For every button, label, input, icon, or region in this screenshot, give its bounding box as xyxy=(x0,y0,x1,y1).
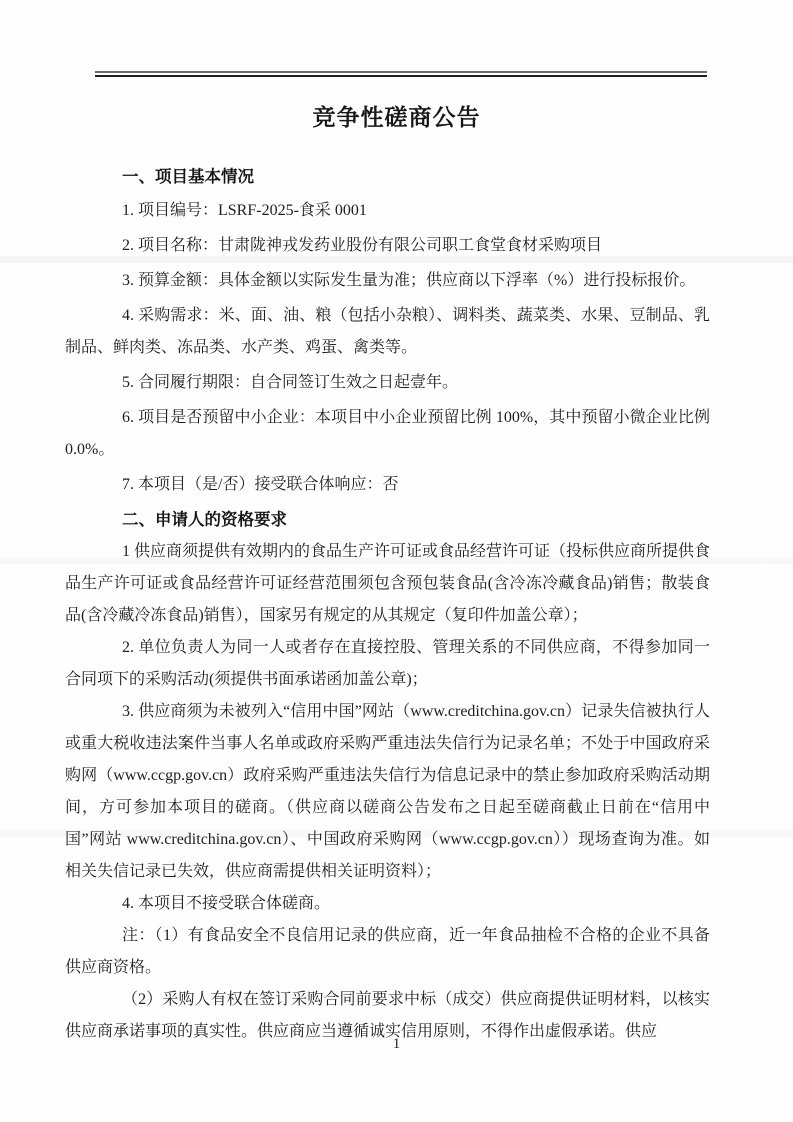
paragraph-same-person-restriction: 2. 单位负责人为同一人或者存在直接控股、管理关系的不同供应商，不得参加同一合同项下的采购活动(须提供书面承诺函加盖公章)； xyxy=(65,639,710,688)
paragraph-no-consortium: 4. 本项目不接受联合体磋商。 xyxy=(122,895,331,912)
paragraph-procurement-needs: 4. 采购需求：米、面、油、粮（包括小杂粮）、调料类、蔬菜类、水果、豆制品、乳制品、鲜肉类、冻品类、水产类、鸡蛋、禽类等。 xyxy=(65,307,710,356)
paragraph-note-2: （2）采购人有权在签订采购合同前要求中标（成交）供应商提供证明材料，以核实供应商承诺事项的真实性。供应商应当遵循诚实信用原则，不得作出虚假承诺。供应 xyxy=(65,991,710,1040)
paragraph-budget: 3. 预算金额：具体金额以实际发生量为准；供应商以下浮率（%）进行投标报价。 xyxy=(122,272,696,289)
paragraph-contract-term: 5. 合同履行期限：自合同签订生效之日起壹年。 xyxy=(122,374,459,391)
section-applicant-qualifications xyxy=(65,504,710,1048)
document-body xyxy=(65,161,710,1048)
paragraph-project-number: 1. 项目编号：LSRF-2025-食采 0001 xyxy=(122,202,367,219)
paragraph-consortium-response: 7. 本项目（是/否）接受联合体响应：否 xyxy=(122,476,399,493)
section-2-heading: 二、申请人的资格要求 xyxy=(122,511,287,529)
paragraph-license-requirement: 1 供应商须提供有效期内的食品生产许可证或食品经营许可证（投标供应商所提供食品生产许可证或食品经营许可证经营范围须包含预包装食品(含冷冻冷藏食品)销售；散装食品(含冷藏冷冻食品)销售），国家另有规定的从其规定（复印件加盖公章）； xyxy=(65,543,711,624)
paragraph-note-1: 注：（1）有食品安全不良信用记录的供应商，近一年食品抽检不合格的企业不具备供应商资格。 xyxy=(65,927,710,976)
section-project-basics xyxy=(65,161,710,501)
paragraph-credit-record-requirement: 3. 供应商须为未被列入“信用中国”网站（www.creditchina.gov.cn）记录失信被执行人或重大税收违法案件当事人名单或政府采购严重违法失信行为记录名单；不处于中国政府采购网（www.ccgp.gov.cn）政府采购严重违法失信行为信息记录中的禁止参加政府采购活动期间，方可参加本项目的磋商。（供应商以磋商公告发布之日起至磋商截止日前在“信用中国”网站 www.creditchina.gov.cn）、中国政府采购网（www.ccgp.gov.cn））现场查询为准。如相关失信记录已失效，供应商需提供相关证明资料）； xyxy=(65,703,710,880)
paragraph-sme-reservation: 6. 项目是否预留中小企业：本项目中小企业预留比例 100%，其中预留小微企业比例 0.0%。 xyxy=(65,409,710,458)
section-1-heading: 一、项目基本情况 xyxy=(122,168,254,186)
page-number: 1 xyxy=(392,1036,401,1052)
document-title: 竞争性磋商公告 xyxy=(312,104,481,130)
header-double-rule xyxy=(95,71,707,77)
paragraph-project-name: 2. 项目名称：甘肃陇神戎发药业股份有限公司职工食堂食材采购项目 xyxy=(122,237,603,254)
